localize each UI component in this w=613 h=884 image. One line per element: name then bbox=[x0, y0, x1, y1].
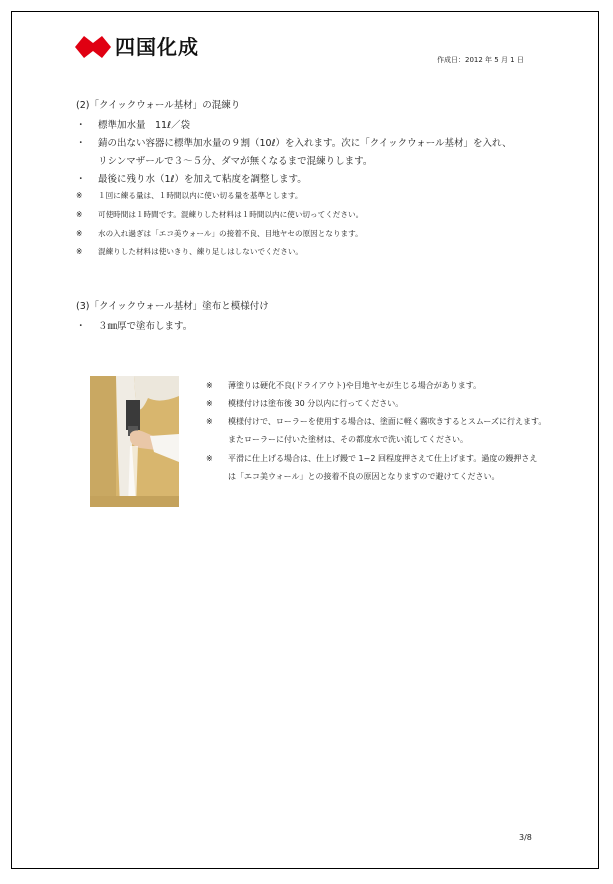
section3-note-4 bbox=[206, 453, 537, 464]
bullet-mark: ・ bbox=[76, 138, 86, 149]
note-mark: ※ bbox=[76, 247, 83, 256]
section2-bullet-1 bbox=[76, 117, 190, 131]
creation-date: 作成日：2012 年 5 月 1 日 bbox=[437, 56, 524, 64]
company-logo bbox=[75, 34, 225, 60]
bullet-text: 標準加水量 11ℓ／袋 bbox=[98, 120, 191, 131]
section2-bullet-2-cont: リシンマザールで３～５分、ダマが無くなるまで混練りします。 bbox=[98, 156, 373, 167]
section3-note-3-cont: またローラーに付いた塗材は、その都度水で洗い流してください。 bbox=[228, 435, 468, 444]
section3-bullet-1 bbox=[76, 318, 192, 332]
application-photo bbox=[90, 376, 179, 507]
section3-note-1 bbox=[206, 380, 481, 391]
section2-note-2 bbox=[76, 209, 363, 220]
note-text: 平滑に仕上げる場合は、仕上げ鏝で 1~2 回程度押さえて仕上げます。過度の鏝押さえ bbox=[228, 454, 538, 463]
section3-heading: (3)「クイックウォール基材」塗布と模様付け bbox=[76, 301, 269, 312]
section3-note-4-cont: は「エコ美ウォール」との接着不良の原因となりますので避けてください。 bbox=[228, 472, 500, 481]
note-mark: ※ bbox=[206, 417, 213, 426]
section2-bullet-3 bbox=[76, 171, 307, 185]
note-mark: ※ bbox=[76, 229, 83, 238]
note-text: 模様付けは塗布後 30 分以内に行ってください。 bbox=[228, 399, 404, 408]
section2-heading: (2)「クイックウォール基材」の混練り bbox=[76, 100, 241, 111]
note-mark: ※ bbox=[76, 191, 83, 200]
bullet-mark: ・ bbox=[76, 174, 86, 185]
note-mark: ※ bbox=[206, 399, 213, 408]
note-text: 模様付けで、ローラーを使用する場合は、塗面に軽く霧吹きするとスムーズに行えます。 bbox=[228, 417, 547, 426]
section2-note-4 bbox=[76, 246, 303, 257]
note-mark: ※ bbox=[206, 454, 213, 463]
section3-note-3 bbox=[206, 416, 546, 427]
bullet-text: 最後に残り水（1ℓ）を加えて粘度を調整します。 bbox=[98, 174, 307, 185]
section3-note-2 bbox=[206, 398, 403, 409]
bullet-mark: ・ bbox=[76, 120, 86, 131]
note-mark: ※ bbox=[206, 381, 213, 390]
bullet-text: ３㎜厚で塗布します。 bbox=[98, 321, 193, 332]
section2-note-3 bbox=[76, 228, 363, 239]
logo-mark-icon bbox=[75, 34, 111, 60]
bullet-mark: ・ bbox=[76, 321, 86, 332]
note-mark: ※ bbox=[76, 210, 83, 219]
note-text: 水の入れ過ぎは「エコ美ウォール」の接着不良、目地ヤセの原因となります。 bbox=[98, 229, 363, 238]
section2-bullet-2 bbox=[76, 135, 512, 149]
note-text: 薄塗りは硬化不良(ドライアウト)や目地ヤセが生じる場合があります。 bbox=[228, 381, 482, 390]
plastering-photo-illustration bbox=[90, 376, 179, 507]
logo-text: 四国化成 bbox=[115, 35, 199, 59]
note-text: 混練りした材料は使いきり、練り足しはしないでください。 bbox=[98, 247, 304, 256]
bullet-text: 錆の出ない容器に標準加水量の９割（10ℓ）を入れます。次に「クイックウォール基材」を入れ、 bbox=[98, 138, 512, 149]
section2-note-1 bbox=[76, 190, 302, 201]
page-number: 3/8 bbox=[519, 833, 532, 842]
note-text: １回に練る量は、１時間以内に使い切る量を基準とします。 bbox=[98, 191, 303, 200]
note-text: 可使時間は１時間です。混練りした材料は１時間以内に使い切ってください。 bbox=[98, 210, 364, 219]
